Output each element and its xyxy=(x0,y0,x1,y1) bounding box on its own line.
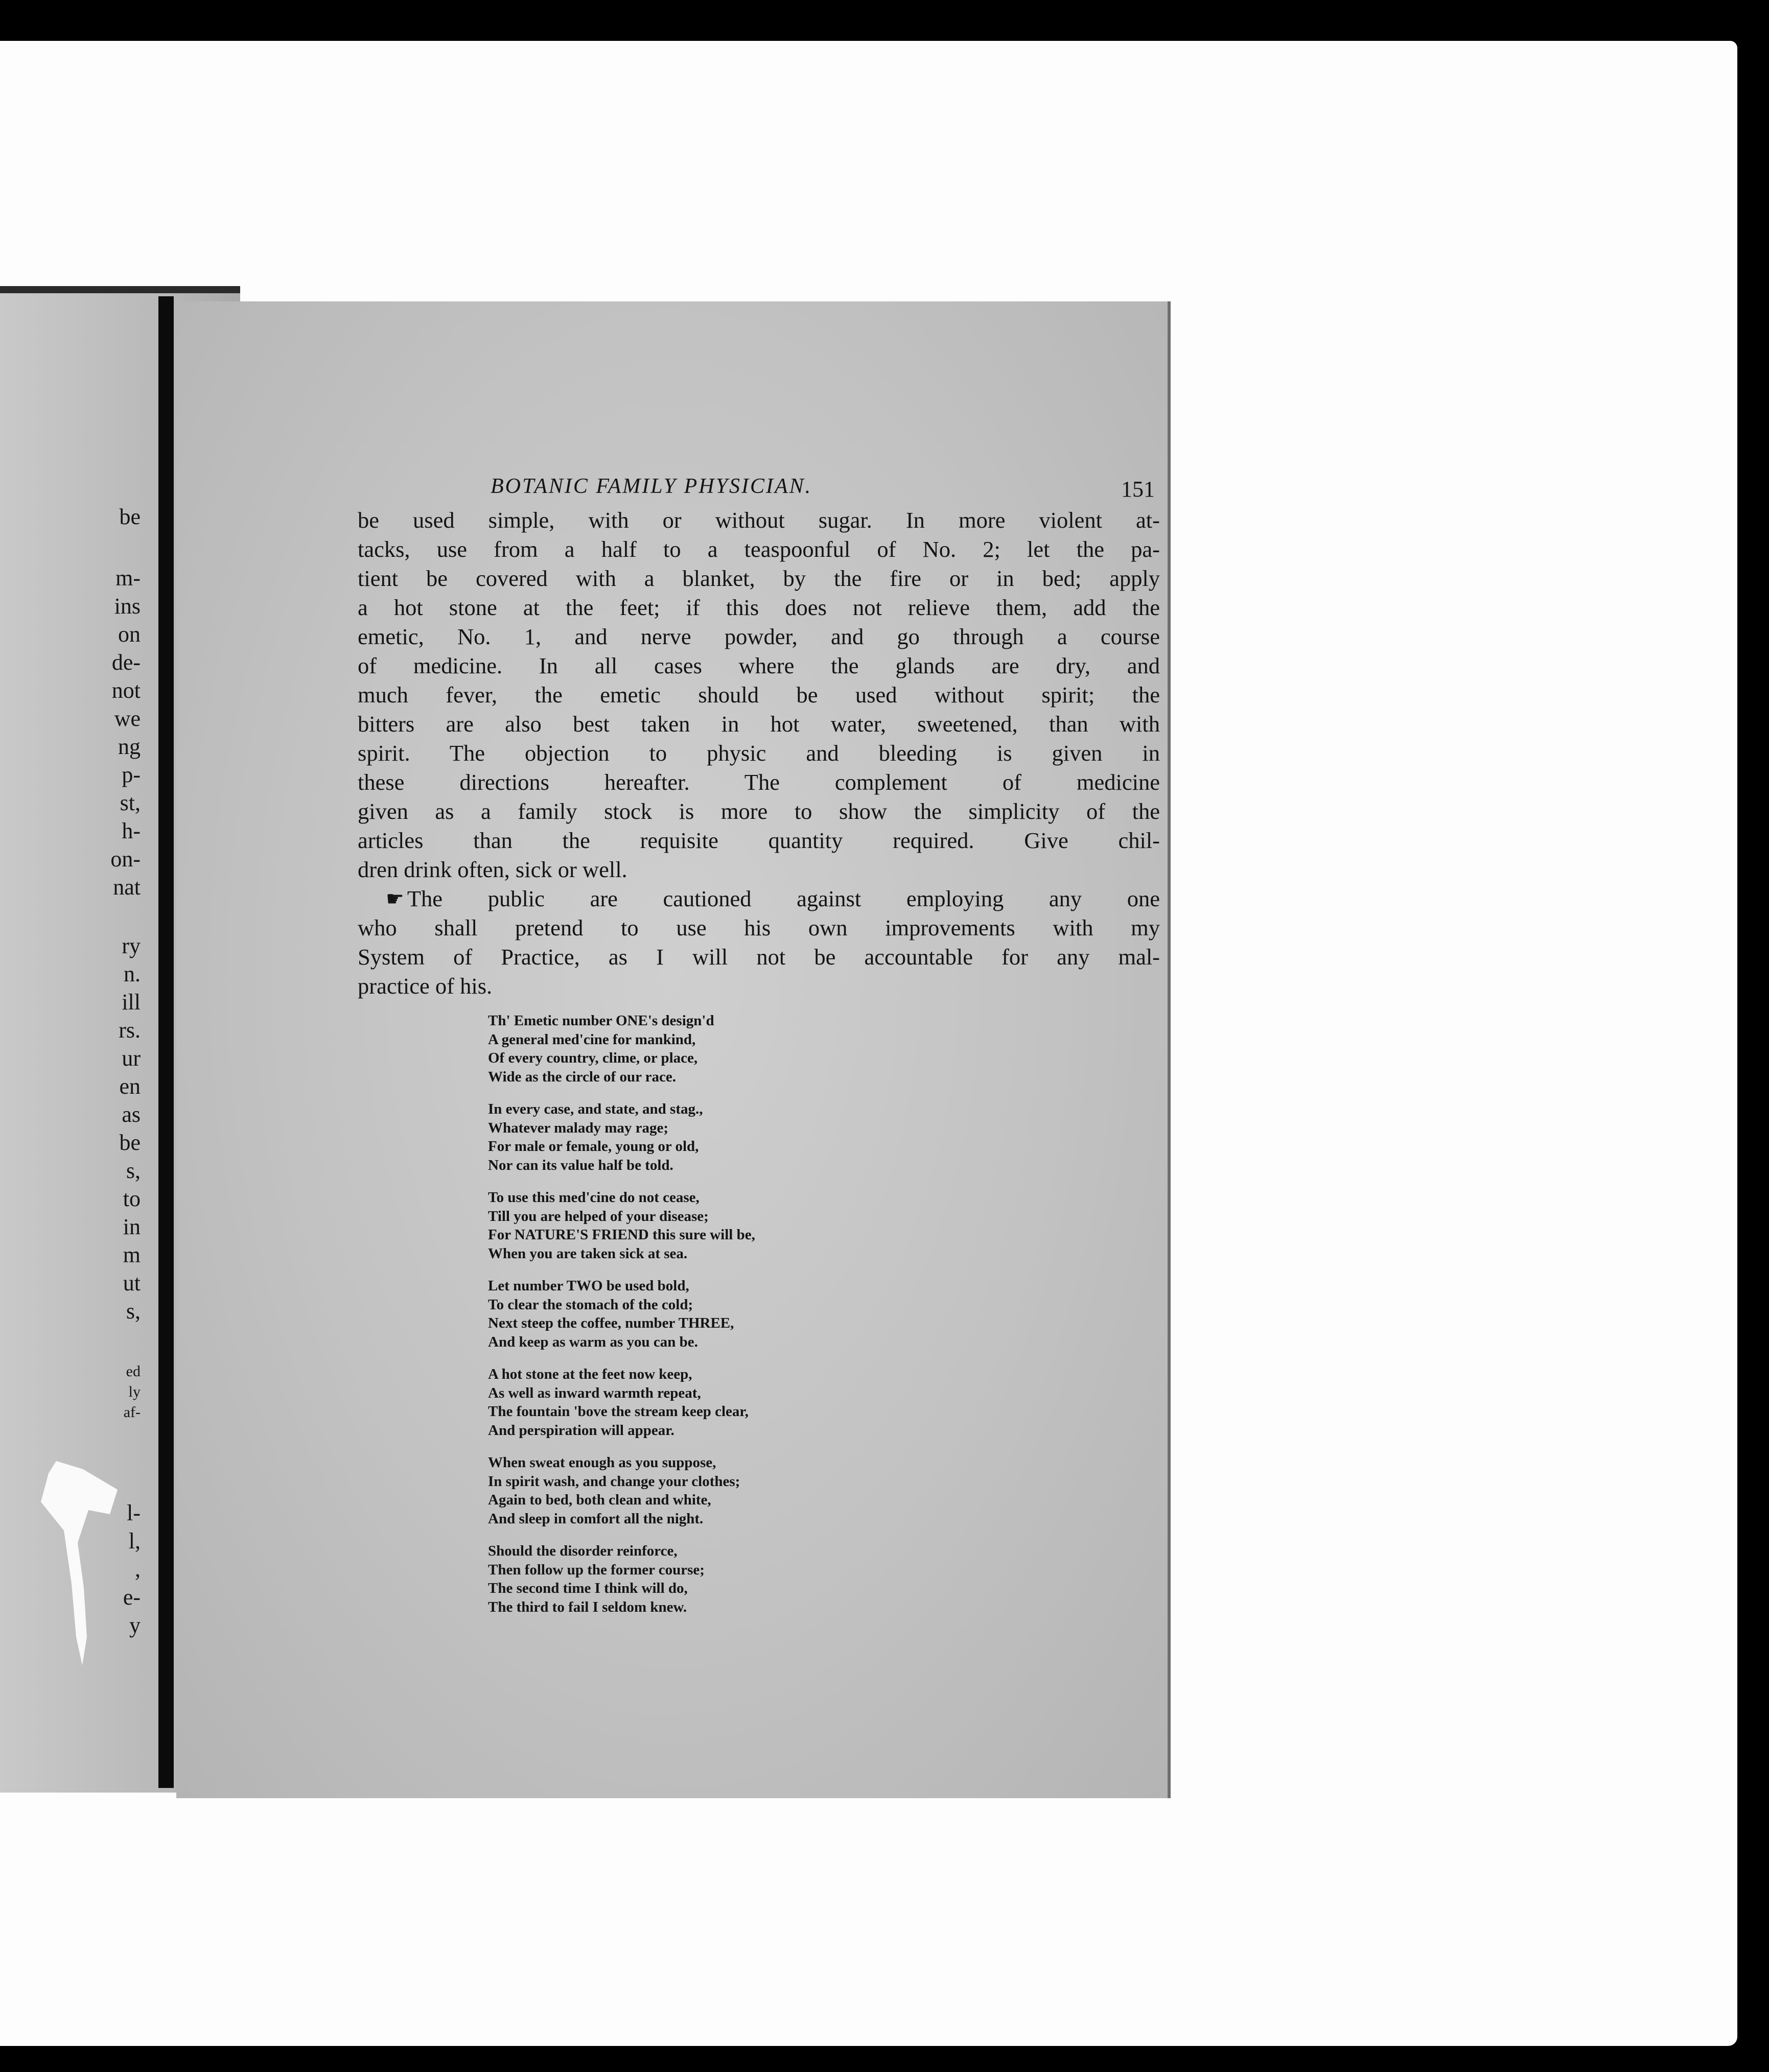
poem-line: The fountain 'bove the stream keep clear, xyxy=(488,1403,749,1420)
left-page-fragment: not xyxy=(111,678,141,703)
poem-stanza xyxy=(488,1453,948,1528)
poem-line: To clear the stomach of the cold; xyxy=(488,1296,693,1313)
body-line: a hot stone at the feet; if this does not relieve them, add the xyxy=(358,595,1160,620)
poem-line: A hot stone at the feet now keep, xyxy=(488,1366,692,1382)
poem-line: Th' Emetic number ONE's design'd xyxy=(488,1013,714,1029)
poem-line: When sweat enough as you suppose, xyxy=(488,1454,716,1471)
body-line xyxy=(358,884,1160,913)
poem-line: Whatever malady may rage; xyxy=(488,1119,669,1136)
poem-line: Let number TWO be used bold, xyxy=(488,1278,689,1294)
poem-line: Of every country, clime, or place, xyxy=(488,1050,698,1066)
left-page-fragment: on xyxy=(118,622,141,647)
body-line: who shall pretend to use his own improvements with my xyxy=(358,915,1160,940)
poem-line: As well as inward warmth repeat, xyxy=(488,1384,701,1401)
poem-line: For NATURE'S FRIEND this sure will be, xyxy=(488,1227,755,1243)
body-line: articles than the requisite quantity required. Give chil- xyxy=(358,828,1160,853)
running-title: BOTANIC FAMILY PHYSICIAN. xyxy=(491,475,812,498)
poem-line: Wide as the circle of our race. xyxy=(488,1068,677,1085)
left-page-fragment: ur xyxy=(122,1046,141,1071)
left-page-fragment: s, xyxy=(126,1299,141,1324)
poem-line: When you are taken sick at sea. xyxy=(488,1245,688,1262)
left-page-fragment: n. xyxy=(124,961,141,986)
left-page-fragment: en xyxy=(119,1074,141,1099)
left-page-fragment: ry xyxy=(122,933,141,958)
left-page-fragment: ed xyxy=(126,1363,141,1380)
poem-stanza xyxy=(488,1365,948,1440)
poem-line: Next steep the coffee, number THREE, xyxy=(488,1315,734,1331)
poem-stanza xyxy=(488,1011,948,1086)
left-page-fragment: to xyxy=(123,1186,141,1211)
left-page-fragment: de- xyxy=(111,650,141,675)
left-page-fragment: ill xyxy=(122,990,141,1015)
running-head xyxy=(491,474,1155,500)
body-line: practice of his. xyxy=(358,973,493,999)
left-page-fragment: on- xyxy=(110,846,141,872)
poem-stanza xyxy=(488,1277,948,1351)
body-line: spirit. The objection to physic and bleeding is given in xyxy=(358,740,1160,766)
left-page-fragment: m xyxy=(123,1242,141,1267)
poem-line: To use this med'cine do not cease, xyxy=(488,1189,700,1206)
left-page-fragment: be xyxy=(119,1130,141,1155)
left-page-fragment: we xyxy=(114,706,141,731)
poem-line: And keep as warm as you can be. xyxy=(488,1333,698,1350)
page-number: 151 xyxy=(1121,477,1155,502)
body-line: tient be covered with a blanket, by the fire or in bed; apply xyxy=(358,566,1160,591)
poem-line: Should the disorder reinforce, xyxy=(488,1543,678,1559)
left-page-fragment: l, xyxy=(128,1528,141,1553)
poem xyxy=(488,1011,948,1630)
book-page-151 xyxy=(176,301,1171,1798)
body-line: of medicine. In all cases where the glands are dry, and xyxy=(358,653,1160,678)
body-line: tacks, use from a half to a teaspoonful of No. 2; let the pa- xyxy=(358,536,1160,562)
left-page-fragment: ly xyxy=(128,1383,141,1400)
body-line: emetic, No. 1, and nerve powder, and go through a course xyxy=(358,624,1160,649)
left-page-fragment: ut xyxy=(123,1270,141,1296)
poem-line: And perspiration will appear. xyxy=(488,1422,674,1439)
left-page-fragment: h- xyxy=(122,818,141,843)
body-line: these directions hereafter. The complement of medicine xyxy=(358,769,1160,795)
poem-line: Nor can its value half be told. xyxy=(488,1157,673,1173)
left-page-fragment: st, xyxy=(120,790,141,815)
book-spine xyxy=(158,296,174,1788)
paragraph-2 xyxy=(358,884,1160,1001)
poem-line: And sleep in comfort all the night. xyxy=(488,1510,704,1527)
left-page-fragment: m- xyxy=(115,566,141,591)
body-line: be used simple, with or without sugar. In more violent at- xyxy=(358,507,1160,533)
body-line-text: The public are cautioned against employing any one xyxy=(407,886,1160,911)
body-line: dren drink often, sick or well. xyxy=(358,857,627,882)
left-page-fragment: af- xyxy=(123,1404,141,1421)
poem-line: Then follow up the former course; xyxy=(488,1561,705,1578)
poem-line: The second time I think will do, xyxy=(488,1580,688,1596)
left-page-fragment: in xyxy=(123,1214,141,1239)
poem-line: For male or female, young or old, xyxy=(488,1138,699,1155)
poem-line: A general med'cine for mankind, xyxy=(488,1031,696,1048)
left-page-fragment: e- xyxy=(123,1585,141,1610)
left-page-fragment: , xyxy=(135,1557,141,1582)
left-page-fragment: ng xyxy=(118,734,141,759)
left-page-fragment: nat xyxy=(113,875,141,900)
left-page-fragment: l- xyxy=(127,1500,141,1525)
left-page-fragment: y xyxy=(129,1613,141,1638)
pointing-hand-icon: ☛ xyxy=(386,887,404,910)
body-line: given as a family stock is more to show the simplicity of the xyxy=(358,798,1160,824)
left-page-fragment: rs. xyxy=(119,1018,141,1043)
body-line: bitters are also best taken in hot water, sweetened, than with xyxy=(358,711,1160,737)
body-line: System of Practice, as I will not be accountable for any mal- xyxy=(358,944,1160,970)
left-page-fragment: p- xyxy=(122,762,141,787)
poem-stanza xyxy=(488,1188,948,1263)
poem-line: In every case, and state, and stag., xyxy=(488,1101,703,1117)
poem-stanza xyxy=(488,1100,948,1174)
paragraph-1 xyxy=(358,506,1160,884)
body-line: much fever, the emetic should be used without spirit; the xyxy=(358,682,1160,708)
poem-line: In spirit wash, and change your clothes; xyxy=(488,1473,740,1490)
body-text xyxy=(358,506,1160,1001)
left-page-fragment: s, xyxy=(126,1158,141,1183)
left-page-fragment: be xyxy=(119,504,141,529)
poem-stanza xyxy=(488,1542,948,1616)
left-page-fragment: ins xyxy=(114,594,141,619)
poem-line: Till you are helped of your disease; xyxy=(488,1208,709,1225)
left-page-fragment: as xyxy=(122,1102,141,1127)
poem-line: Again to bed, both clean and white, xyxy=(488,1492,711,1508)
poem-line: The third to fail I seldom knew. xyxy=(488,1598,687,1615)
